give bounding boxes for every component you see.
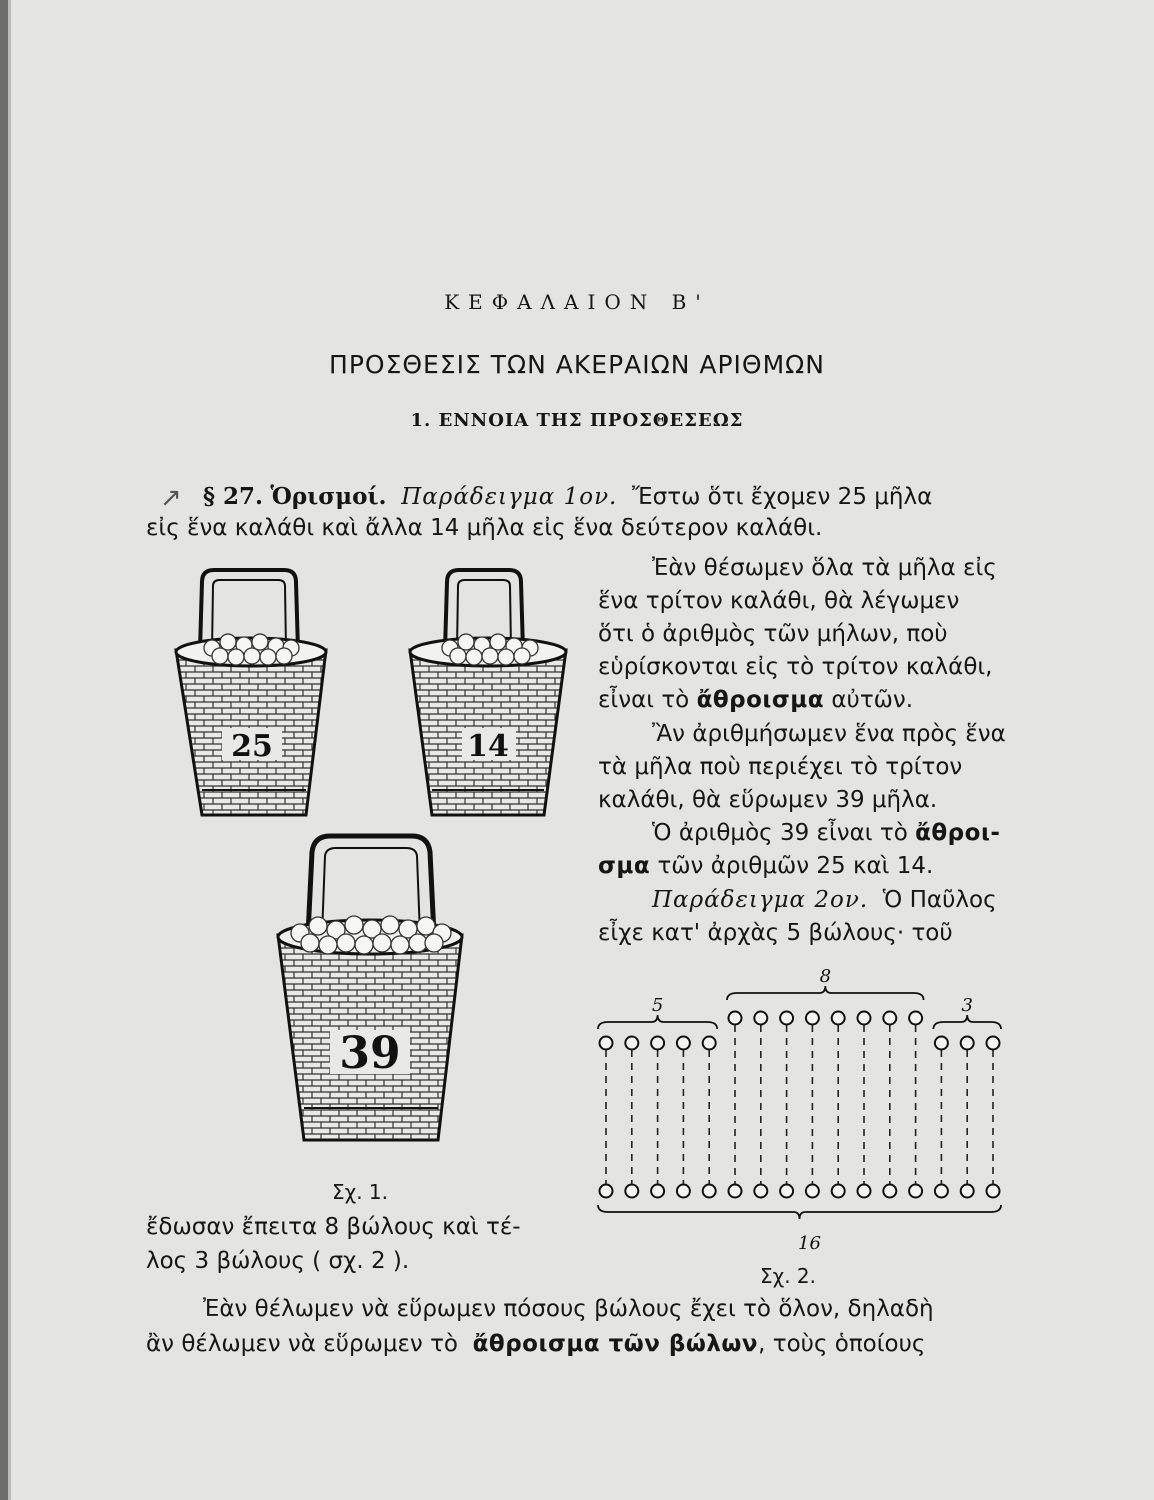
bottom-line-1: Ἐὰν θέλωμεν νὰ εὕρωμεν πόσους βώλους ἔχει τὸ ὅλον, δηλαδὴ <box>203 1296 934 1322</box>
bottom-line-2-b: , τοὺς ὁποίους <box>758 1331 926 1357</box>
left-line-1: ἔδωσαν ἔπειτα 8 βώλους καὶ τέ- <box>146 1214 521 1240</box>
right-line-10-b: τῶν ἀριθμῶν 25 καὶ 14. <box>657 853 934 879</box>
term-athroisma-volon: ἄθροισμα τῶν βώλων <box>472 1331 759 1357</box>
marble-end <box>625 1185 638 1198</box>
marble-end <box>883 1185 896 1198</box>
right-line-4: εὑρίσκονται εἰς τὸ τρίτον καλάθι, <box>598 654 993 680</box>
term-athroi: ἄθροι- <box>915 820 1001 846</box>
marble-end <box>806 1185 819 1198</box>
marble-start <box>625 1037 638 1050</box>
marble-end <box>987 1185 1000 1198</box>
group-label-3: 3 <box>961 995 973 1016</box>
figure-1-caption: Σχ. 1. <box>332 1180 388 1204</box>
marble-start <box>651 1037 664 1050</box>
marble-end <box>677 1185 690 1198</box>
group-label-5: 5 <box>651 995 664 1016</box>
marble-start <box>677 1037 690 1050</box>
chapter-title: ΠΡΟΣΘΕΣΙΣ ΤΩΝ ΑΚΕΡΑΙΩΝ ΑΡΙΘΜΩΝ <box>329 350 825 379</box>
marble-end <box>909 1185 922 1198</box>
marble-end <box>780 1185 793 1198</box>
right-line-2: ἕνα τρίτον καλάθι, θὰ λέγωμεν <box>598 588 960 614</box>
group-brace-3 <box>933 1015 1001 1029</box>
basket-label-14: 14 <box>467 729 509 764</box>
marble-end <box>935 1185 948 1198</box>
marble-start <box>806 1012 819 1025</box>
marble-start <box>935 1037 948 1050</box>
marble-start <box>909 1012 922 1025</box>
right-line-6: Ἂν ἀριθμήσωμεν ἕνα πρὸς ἕνα <box>652 721 1006 747</box>
right-line-7: τὰ μῆλα ποὺ περιέχει τὸ τρίτον <box>598 754 963 780</box>
paragraph-heading: Ὁρισμοί. <box>270 483 387 510</box>
example-1-label: Παράδειγμα 1ον. <box>401 484 618 510</box>
total-brace <box>598 1205 1001 1219</box>
figure-2-caption: Σχ. 2. <box>760 1264 816 1288</box>
section-title: 1. ΕΝΝΟΙΑ ΤΗΣ ΠΡΟΣΘΕΣΕΩΣ <box>410 410 744 431</box>
group-brace-8 <box>727 986 924 1000</box>
right-line-11-b: Ὁ Παῦλος <box>882 887 997 913</box>
marble-start <box>600 1037 613 1050</box>
marble-end <box>600 1185 613 1198</box>
marble-end <box>729 1185 742 1198</box>
marble-start <box>729 1012 742 1025</box>
basket-label-39: 39 <box>339 1028 401 1079</box>
marble-end <box>754 1185 767 1198</box>
group-brace-5 <box>598 1015 717 1029</box>
marble-end <box>703 1185 716 1198</box>
figure-2-marbles <box>590 955 1020 1265</box>
marble-start <box>858 1012 871 1025</box>
marble-start <box>754 1012 767 1025</box>
chapter-label: ΚΕΦΑΛΑΙΟΝ Β' <box>444 290 710 314</box>
marble-start <box>987 1037 1000 1050</box>
marble-start <box>832 1012 845 1025</box>
marble-start <box>961 1037 974 1050</box>
left-line-2: λος 3 βώλους ( σχ. 2 ). <box>146 1248 410 1274</box>
term-athroisma: ἄθροισμα <box>696 687 825 713</box>
line-1-text: Ἔστω ὅτι ἔχομεν 25 μῆλα <box>632 484 933 510</box>
right-line-1: Ἐὰν θέσωμεν ὅλα τὰ μῆλα εἰς <box>652 555 997 581</box>
marble-start <box>883 1012 896 1025</box>
right-line-3: ὅτι ὁ ἀριθμὸς τῶν μήλων, ποὺ <box>598 621 948 647</box>
basket-39 <box>278 836 462 1140</box>
bottom-line-2-a: ἂν θέλωμεν νὰ εὕρωμεν τὸ <box>146 1331 458 1357</box>
margin-pencil-mark: ↗ <box>160 483 182 513</box>
marble-start <box>780 1012 793 1025</box>
example-2-label: Παράδειγμα 2ον. <box>652 887 869 913</box>
basket-label-25: 25 <box>231 729 273 764</box>
paragraph-number: § 27. <box>203 483 264 510</box>
marble-end <box>832 1185 845 1198</box>
marble-end <box>651 1185 664 1198</box>
right-line-9-a: Ὁ ἀριθμὸς 39 εἶναι τὸ <box>652 820 908 846</box>
marble-end <box>858 1185 871 1198</box>
marble-end <box>961 1185 974 1198</box>
term-sma: σμα <box>598 853 651 879</box>
basket-14 <box>410 570 566 815</box>
group-label-8: 8 <box>819 966 832 987</box>
basket-25 <box>176 570 326 815</box>
total-label: 16 <box>798 1233 821 1254</box>
marble-start <box>703 1037 716 1050</box>
right-line-8: καλάθι, θὰ εὕρωμεν 39 μῆλα. <box>598 787 938 813</box>
right-line-5-b: αὐτῶν. <box>831 687 914 713</box>
right-line-12: εἶχε κατ' ἀρχὰς 5 βώλους· τοῦ <box>598 920 953 946</box>
right-line-5-a: εἶναι τὸ <box>598 687 690 713</box>
paragraph-line-2: εἰς ἕνα καλάθι καὶ ἄλλα 14 μῆλα εἰς ἕνα δεύτερον καλάθι. <box>146 515 823 541</box>
